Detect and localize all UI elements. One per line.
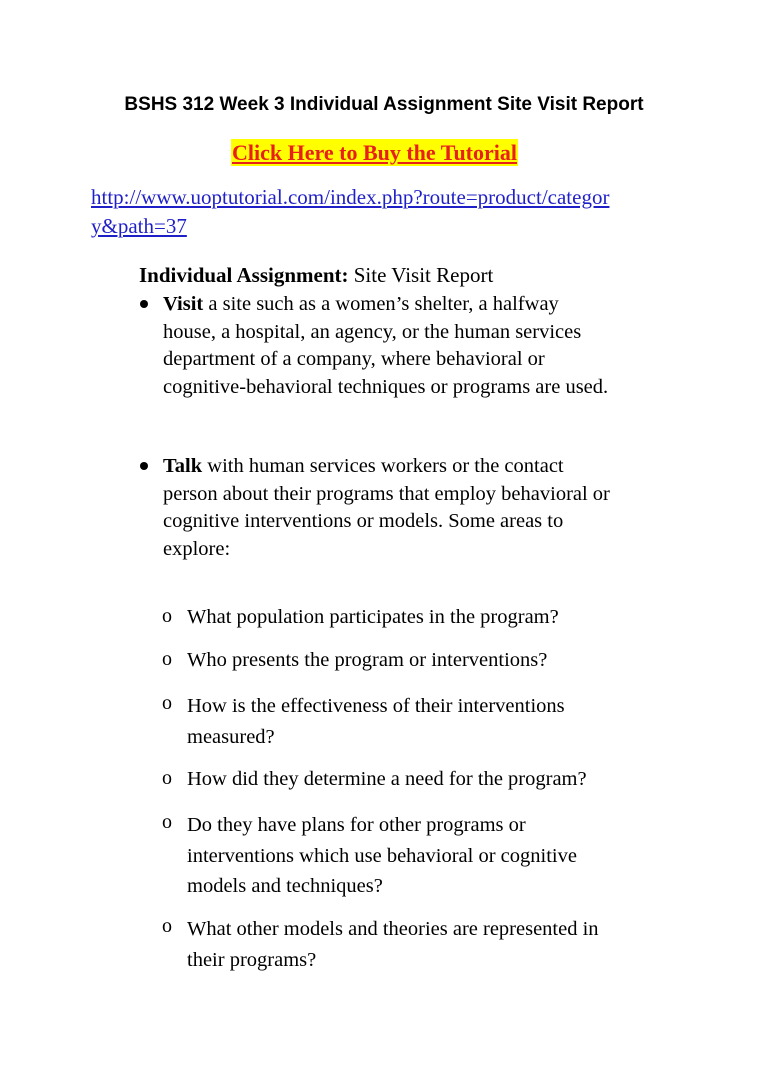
bullet-icon [140, 300, 148, 308]
sub-item [187, 914, 599, 976]
bullet-line: with human services workers or the contact [202, 455, 564, 477]
bullet-lead: Visit [163, 293, 204, 315]
buy-tutorial-link[interactable]: Click Here to Buy the Tutorial [232, 140, 517, 165]
circle-bullet-icon: o [162, 915, 172, 937]
sub-item [187, 810, 577, 902]
sub-item [187, 604, 559, 632]
bullet-item-visit [163, 291, 608, 401]
tutorial-url-link[interactable] [91, 183, 609, 241]
circle-bullet-icon: o [162, 605, 172, 627]
bullet-line: department of a company, where behavioral or [163, 348, 545, 371]
bullet-line: cognitive interventions or models. Some areas to [163, 510, 564, 533]
sub-item-line: How did they determine a need for the program? [187, 768, 587, 790]
sub-item-line: interventions which use behavioral or cognitive [187, 844, 577, 867]
sub-item [187, 647, 547, 675]
bullet-line: person about their programs that employ behavioral or [163, 482, 610, 505]
heading-label: Individual Assignment: [139, 263, 349, 287]
heading-text: Site Visit Report [348, 263, 494, 287]
circle-bullet-icon: o [162, 692, 172, 714]
assignment-heading [139, 263, 493, 288]
circle-bullet-icon: o [162, 767, 172, 789]
sub-item-line: What other models and theories are represented in [187, 918, 599, 940]
sub-item-line: Who presents the program or interventions? [187, 649, 548, 671]
sub-item-line: their programs? [187, 949, 317, 971]
sub-item [187, 766, 587, 794]
bullet-line: cognitive-behavioral techniques or programs are used. [163, 375, 609, 398]
circle-bullet-icon: o [162, 648, 172, 670]
sub-item [187, 691, 565, 753]
bullet-lead: Talk [163, 455, 203, 477]
document-title: BSHS 312 Week 3 Individual Assignment Site Visit Report [124, 94, 644, 115]
sub-item-line: measured? [187, 726, 275, 748]
url-line[interactable]: y&path=37 [91, 214, 187, 238]
bullet-line: a site such as a women’s shelter, a halfway [203, 293, 559, 315]
bullet-item-talk [163, 453, 610, 563]
sub-item-line: What population participates in the program? [187, 606, 559, 628]
bullet-icon [140, 462, 148, 470]
sub-item-line: How is the effectiveness of their interventions [187, 695, 565, 717]
bullet-line: house, a hospital, an agency, or the human services [163, 320, 582, 343]
sub-item-line: Do they have plans for other programs or [187, 814, 526, 836]
bullet-line: explore: [163, 537, 231, 560]
sub-item-line: models and techniques? [187, 875, 383, 897]
url-line[interactable]: http://www.uoptutorial.com/index.php?route=product/categor [91, 185, 610, 209]
circle-bullet-icon: o [162, 811, 172, 833]
